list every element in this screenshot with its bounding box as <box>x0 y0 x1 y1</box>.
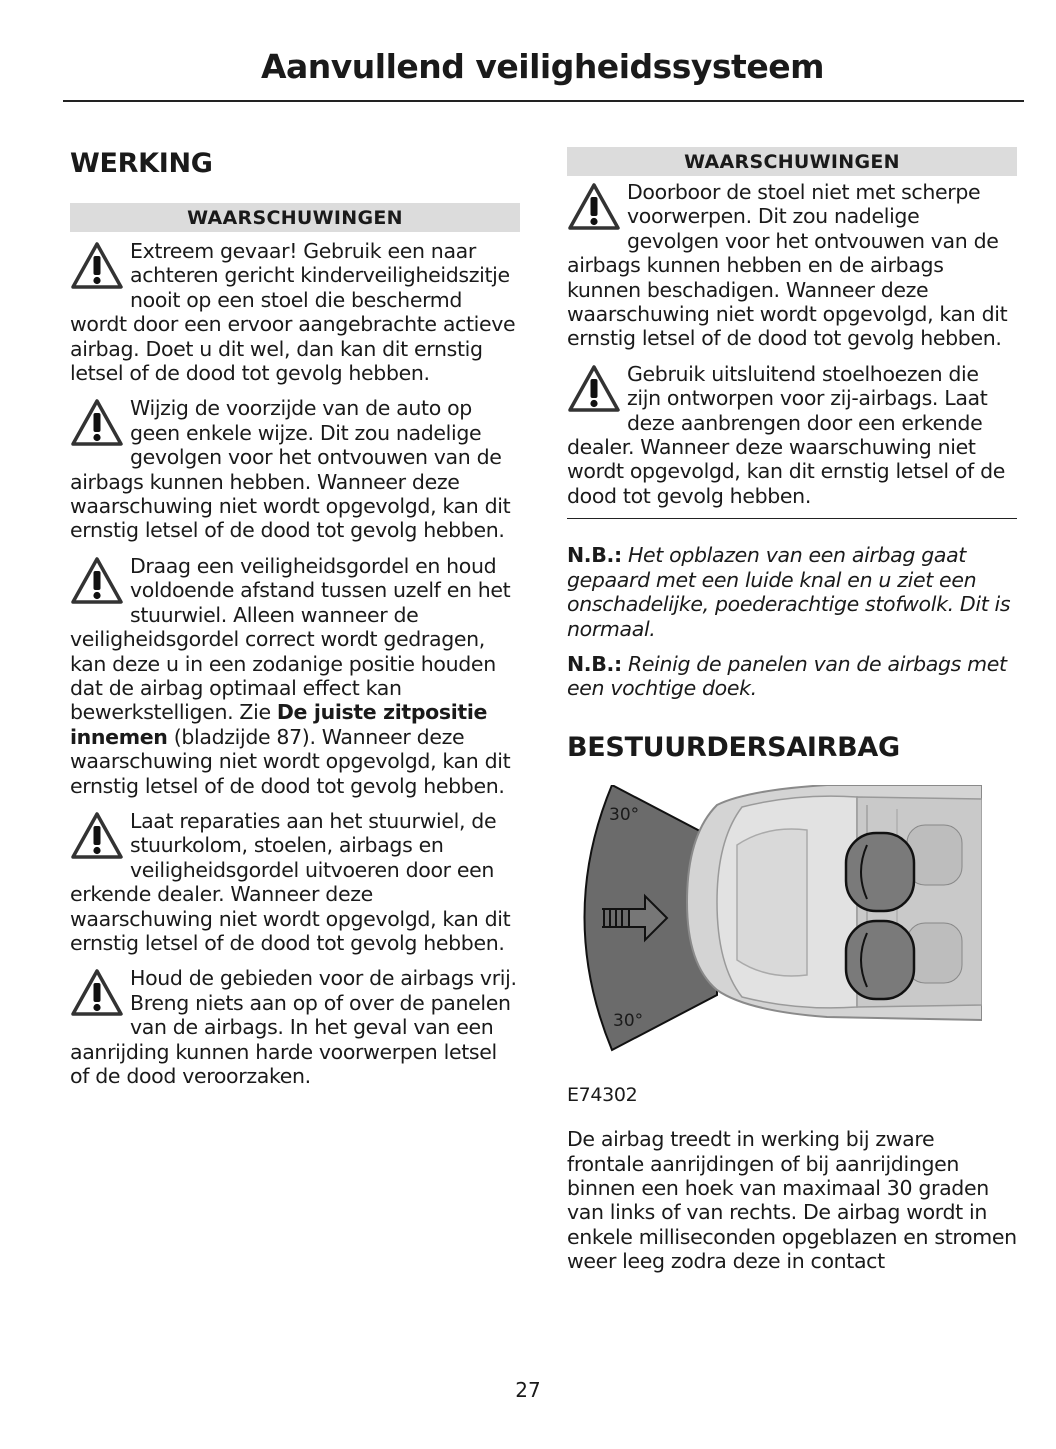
warnings-header: WAARSCHUWINGEN <box>70 203 520 232</box>
warning-triangle-icon <box>70 239 130 303</box>
warning-item <box>70 966 520 1088</box>
cross-reference-link[interactable]: De juiste zitpositie innemen <box>70 700 488 749</box>
figure-code: E74302 <box>567 1083 638 1106</box>
warning-text: (bladzijde 87). Wanneer deze waarschuwing niet wordt opgevolgd, kan dit ernstig letsel of de dood tot gevolg hebben. <box>70 724 511 798</box>
warning-item <box>70 809 520 955</box>
page-title: Aanvullend veiligheidssysteem <box>260 47 824 86</box>
warning-text: Wijzig de voorzijde van de auto op geen enkele wijze. Dit zou nadelige gevolgen voor het ontvouwen van de airbags kunnen hebben. Wanneer deze waarschuwing niet wordt opgevolgd, kan dit ernstig letsel of de dood tot gevolg hebben. <box>70 396 511 543</box>
warning-text: Doorboor de stoel niet met scherpe voorwerpen. Dit zou nadelige gevolgen voor het ontvouwen van de airbags kunnen hebben en de airbags kunnen beschadigen. Wanneer deze waarschuwing niet wordt opgevolgd, kan dit ernstig letsel of de dood tot gevolg hebben. <box>567 180 1008 351</box>
note-text: Het opblazen van een airbag gaat gepaard met een luide knal en u ziet een onschadelijke, poederachtige stofwolk. Dit is normaal. <box>567 543 1011 641</box>
body-paragraph: De airbag treedt in werking bij zware frontale aanrijdingen of bij aanrijdingen binnen een hoek van maximaal 30 graden van links of van rechts. De airbag wordt in enkele milliseconden opgeblazen en stromen weer leeg zodra deze in contact <box>567 1127 1017 1274</box>
warning-text: Gebruik uitsluitend stoelhoezen die zijn ontworpen voor zij-airbags. Laat deze aanbrengen door een erkende dealer. Wanneer deze waarschuwing niet wordt opgevolgd, kan dit ernstig letsel of de dood tot gevolg hebben. <box>567 361 1006 508</box>
page-number: 27 <box>515 1378 541 1402</box>
note <box>567 543 1017 641</box>
page-header <box>63 48 1024 102</box>
warning-item <box>70 396 520 542</box>
angle-label-top: 30° <box>609 804 640 825</box>
angle-label-bottom: 30° <box>613 1010 644 1031</box>
warning-triangle-icon <box>70 966 130 1030</box>
warning-triangle-icon <box>70 554 130 618</box>
left-column <box>70 147 520 1088</box>
warning-item <box>70 554 520 798</box>
warnings-header: WAARSCHUWINGEN <box>567 147 1017 176</box>
note-text: Reinig de panelen van de airbags met een vochtige doek. <box>567 651 1007 701</box>
warning-item <box>567 180 1017 351</box>
note-label: N.B.: <box>567 651 622 676</box>
airbag-figure <box>567 785 982 1057</box>
warning-triangle-icon <box>567 362 627 426</box>
warning-text: Draag een veiligheidsgordel en houd voldoende afstand tussen uzelf en het stuurwiel. Alleen wanneer de veiligheidsgordel correct wordt gedragen, kan deze u in een zodanige positie houden dat de airbag optimaal effect kan bewerkstelligen. Zie <box>70 553 511 725</box>
warning-item <box>567 362 1017 508</box>
note-label: N.B.: <box>567 543 622 568</box>
warning-item <box>70 239 520 385</box>
warning-text: Laat reparaties aan het stuurwiel, de stuurkolom, stoelen, airbags en veiligheidsgordel uitvoeren door een erkende dealer. Wanneer deze waarschuwing niet wordt opgevolgd, kan dit ernstig letsel of de dood tot gevolg hebben. <box>70 808 511 955</box>
warning-text: Houd de gebieden voor de airbags vrij. Breng niets aan op of over de panelen van de airbags. In het geval van een aanrijding kunnen harde voorwerpen letsel of de dood veroorzaken. <box>70 966 517 1088</box>
warning-text: Extreem gevaar! Gebruik een naar achteren gericht kinderveiligheidszitje nooit op een stoel die beschermd wordt door een ervoor aangebrachte actieve airbag. Doet u dit wel, dan kan dit ernstig letsel of de dood tot gevolg hebben. <box>70 239 516 386</box>
right-column <box>567 147 1017 1274</box>
section-title-bestuurdersairbag: BESTUURDERSAIRBAG <box>567 731 900 763</box>
warning-triangle-icon <box>70 396 130 460</box>
warning-triangle-icon <box>567 180 627 244</box>
section-title-werking: WERKING <box>70 148 213 179</box>
note <box>567 652 1017 701</box>
warning-triangle-icon <box>70 809 130 873</box>
